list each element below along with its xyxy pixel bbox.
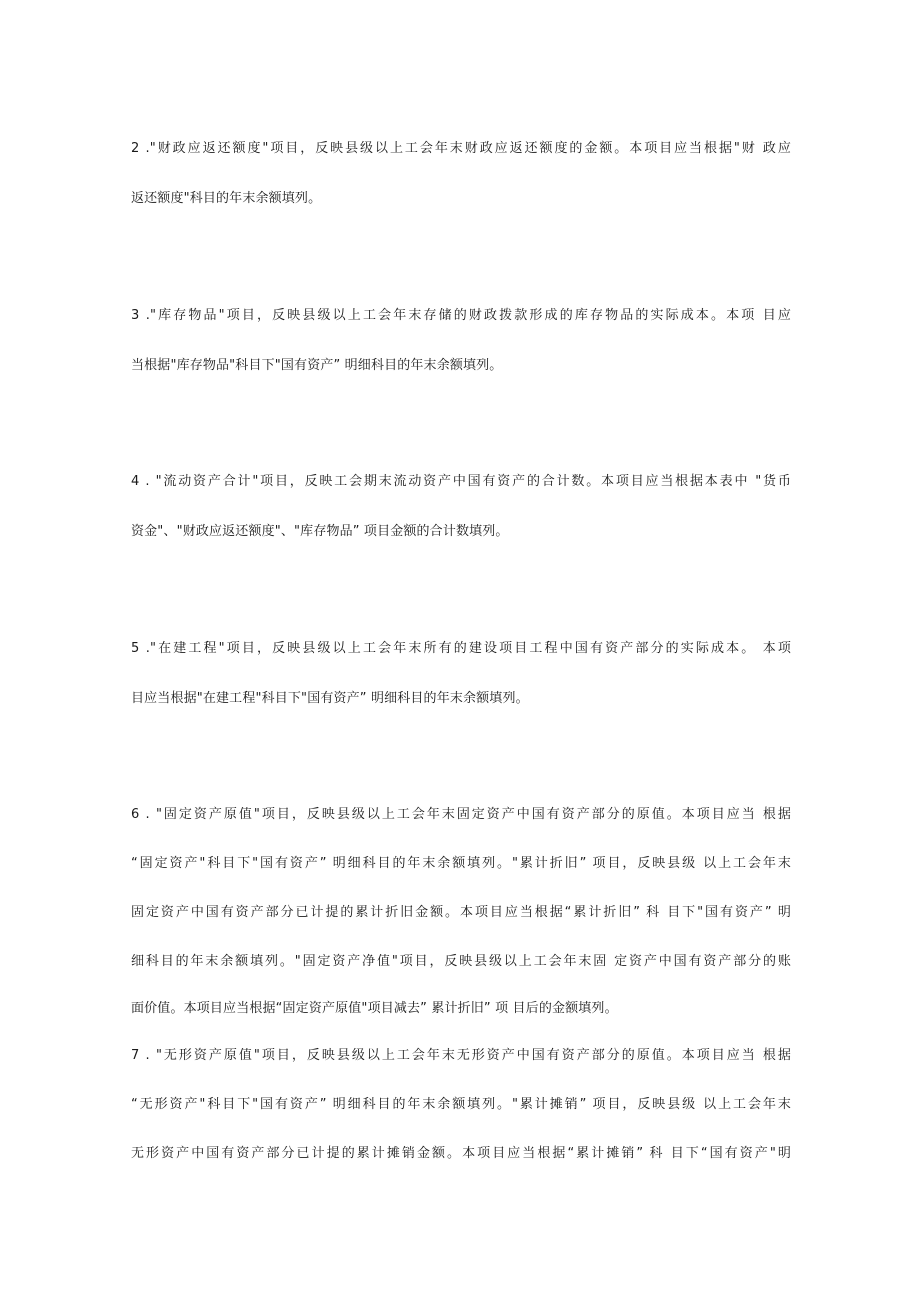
paragraph-line: 细科目的年末余额填列。"固定资产净值"项目，反映县级以上工会年末固 定资产中国有资产部分的账 — [131, 954, 791, 969]
paragraph-line: 4 . "流动资产合计"项目，反映工会期末流动资产中国有资产的合计数。本项目应当根据本表中 "货币 — [131, 474, 791, 489]
paragraph-line: “固定资产"科目下"国有资产” 明细科目的年末余额填列。"累计折旧” 项目，反映县级 以上工会年末 — [131, 856, 791, 871]
paragraph-line: 当根据"库存物品"科目下"国有资产” 明细科目的年末余额填列。 — [131, 358, 503, 373]
paragraph-line: 2 ."财政应返还额度"项目，反映县级以上工会年末财政应返还额度的金额。本项目应当根据"财 政应 — [131, 141, 791, 156]
paragraph-line: 资金"、"财政应返还额度"、"库存物品” 项目金额的合计数填列。 — [131, 524, 509, 539]
paragraph-line: 无形资产中国有资产部分已计提的累计摊销金额。本项目应当根据“累计摊销” 科 目下“国有资产"明 — [131, 1146, 791, 1161]
paragraph-line: 目应当根据"在建工程"科目下"国有资产” 明细科目的年末余额填列。 — [131, 691, 529, 706]
paragraph-line: 5 ."在建工程"项目，反映县级以上工会年末所有的建设项目工程中国有资产部分的实际成本。 本项 — [131, 641, 791, 656]
paragraph-line: 6 . "固定资产原值"项目，反映县级以上工会年末固定资产中国有资产部分的原值。本项目应当 根据 — [131, 807, 791, 822]
paragraph-line: 3 ."库存物品"项目，反映县级以上工会年末存储的财政拨款形成的库存物品的实际成本。本项 目应 — [131, 308, 791, 323]
paragraph-line: 面价值。本项目应当根据“固定资产原值"项目减去” 累计折旧” 项 目后的金额填列。 — [131, 1001, 618, 1016]
paragraph-line: “无形资产"科目下"国有资产” 明细科目的年末余额填列。"累计摊销” 项目，反映县级 以上工会年末 — [131, 1097, 791, 1112]
paragraph-line: 7 . "无形资产原值"项目，反映县级以上工会年末无形资产中国有资产部分的原值。本项目应当 根据 — [131, 1048, 791, 1063]
paragraph-line: 固定资产中国有资产部分已计提的累计折旧金额。本项目应当根据“累计折旧” 科 目下"国有资产” 明 — [131, 905, 791, 920]
paragraph-line: 返还额度"科目的年末余额填列。 — [131, 191, 322, 206]
